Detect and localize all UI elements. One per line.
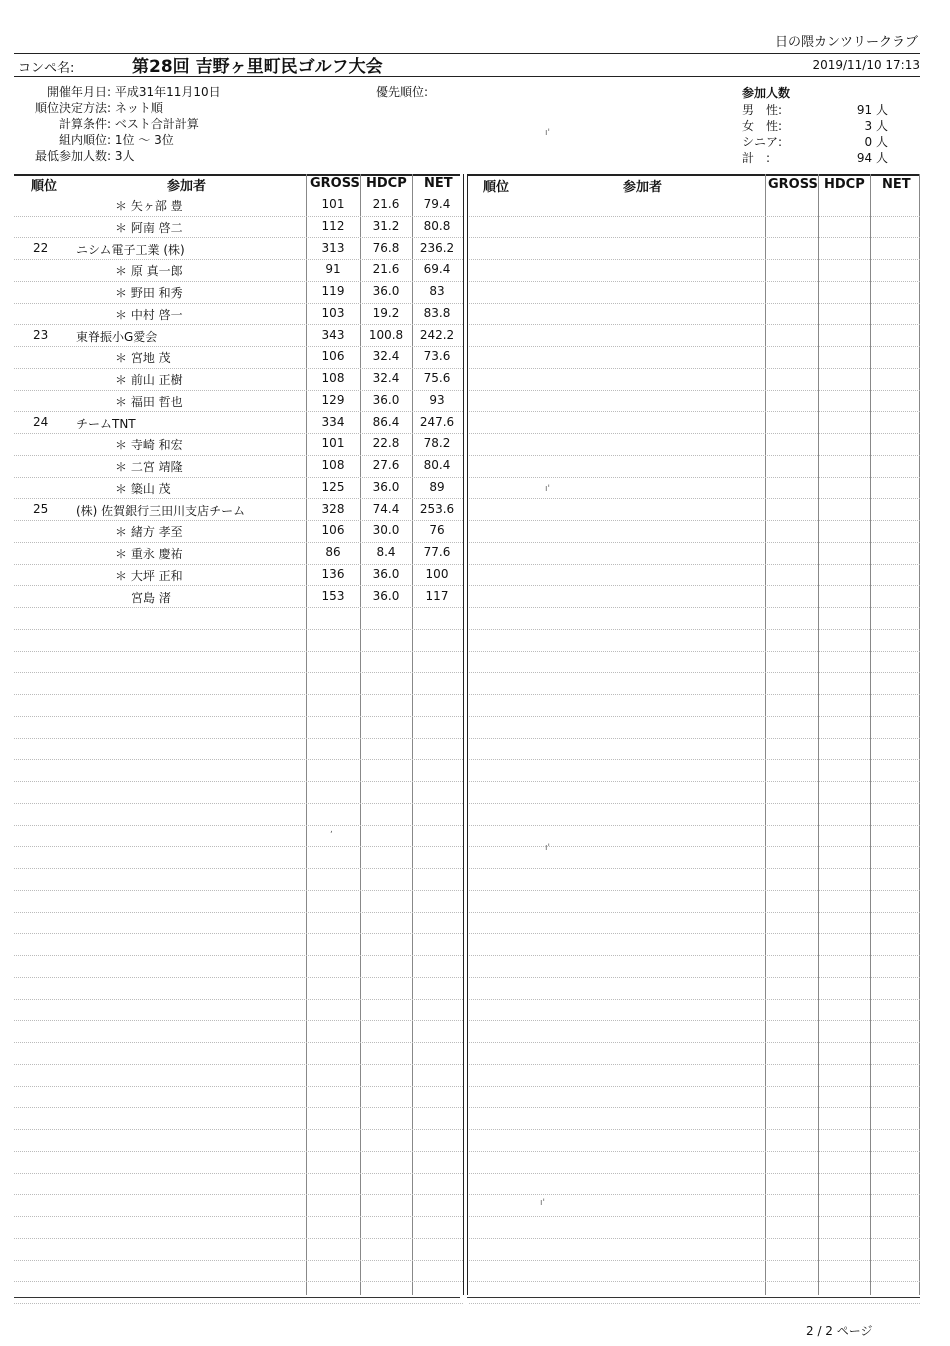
table-row — [14, 977, 463, 1000]
table-row — [469, 1021, 920, 1044]
cell-net: 73.6 — [423, 349, 451, 364]
table-row — [14, 1282, 463, 1305]
cell-net: 83 — [429, 284, 445, 298]
table-row — [469, 716, 920, 739]
cell-hdcp: 76.8 — [372, 240, 400, 255]
table-row — [14, 455, 463, 478]
cell-gross: 328 — [321, 501, 345, 516]
table-row — [469, 325, 920, 348]
table-row — [469, 303, 920, 326]
table-row — [14, 303, 463, 326]
cell-gross: 313 — [321, 240, 345, 255]
cell-player: ＊ 阿南 啓二 — [115, 220, 183, 235]
cell-rank: 22 — [33, 240, 49, 255]
table-row — [469, 868, 920, 891]
right-header-gross: GROSS — [768, 177, 818, 192]
table-row — [469, 651, 920, 674]
table-row — [14, 412, 463, 435]
cell-hdcp: 36.0 — [372, 392, 400, 407]
cell-player: ＊ 緒方 孝至 — [115, 525, 183, 540]
table-row — [14, 433, 463, 456]
cell-hdcp: 32.4 — [372, 371, 400, 385]
scan-mark: , — [330, 825, 333, 835]
table-row — [469, 216, 920, 239]
cell-gross: 108 — [321, 458, 345, 472]
cell-hdcp: 36.0 — [372, 284, 400, 298]
table-row — [14, 825, 463, 848]
cell-gross: 106 — [321, 523, 345, 538]
cell-net: 76 — [429, 523, 445, 538]
page-number: 2 / 2 ページ — [806, 1324, 873, 1338]
competition-label: コンペ名: — [18, 61, 75, 76]
table-row — [14, 1108, 463, 1131]
cell-net: 100 — [425, 566, 449, 581]
cell-player: ＊ 宮地 茂 — [115, 351, 171, 366]
table-row — [469, 1216, 920, 1239]
cell-player: チームTNT — [76, 416, 136, 431]
table-row — [469, 760, 920, 783]
cell-hdcp: 31.2 — [372, 218, 400, 233]
cell-net: 80.8 — [423, 218, 451, 233]
table-row — [469, 1064, 920, 1087]
cell-net: 117 — [425, 588, 449, 603]
table-row — [469, 977, 920, 1000]
header-top-rule — [14, 53, 920, 54]
cell-gross: 119 — [321, 284, 345, 298]
cell-net: 75.6 — [423, 371, 451, 385]
left-header-net: NET — [424, 176, 453, 191]
table-row — [14, 912, 463, 935]
table-row — [469, 520, 920, 543]
cell-player: (株) 佐賀銀行三田川支店チーム — [76, 503, 246, 518]
scan-mark: ı' — [540, 1198, 545, 1208]
table-row — [469, 455, 920, 478]
right-header-rank: 順位 — [483, 180, 510, 195]
table-row — [14, 934, 463, 957]
cell-net: 83.8 — [423, 305, 451, 320]
cell-net: 89 — [429, 479, 445, 494]
table-row — [469, 281, 920, 304]
table-row — [14, 1216, 463, 1239]
table-row — [469, 390, 920, 413]
table-row — [469, 803, 920, 826]
scan-mark: ı' — [545, 484, 550, 494]
table-row — [469, 346, 920, 369]
table-row — [469, 238, 920, 261]
table-row — [469, 1173, 920, 1196]
table-row — [14, 1021, 463, 1044]
table-row — [14, 281, 463, 304]
count-total: 計 : 94 人 — [742, 151, 888, 165]
count-female: 女 性: 3 人 — [742, 119, 888, 133]
priority-label: 優先順位: — [376, 85, 429, 99]
table-row — [469, 412, 920, 435]
table-row — [14, 760, 463, 783]
scan-mark: ı' — [545, 128, 550, 138]
club-name: 日の隈カンツリークラブ — [774, 35, 918, 50]
table-row — [14, 390, 463, 413]
table-row — [469, 912, 920, 935]
table-row — [14, 1086, 463, 1109]
table-row — [14, 346, 463, 369]
table-row — [469, 738, 920, 761]
table-row — [469, 499, 920, 522]
cell-gross: 112 — [321, 218, 345, 233]
table-row — [469, 368, 920, 391]
table-row — [14, 238, 463, 261]
cell-player: ＊ 野田 和秀 — [115, 286, 183, 300]
table-row — [469, 1108, 920, 1131]
table-row — [469, 1151, 920, 1174]
cell-hdcp: 100.8 — [368, 327, 404, 342]
cell-player: ニシム電子工業 (株) — [76, 242, 185, 257]
table-row — [469, 1086, 920, 1109]
table-row — [14, 1260, 463, 1283]
cell-player: ＊ 二宮 靖隆 — [115, 460, 183, 474]
table-row — [14, 1129, 463, 1152]
cell-gross: 106 — [321, 349, 345, 364]
table-row — [14, 847, 463, 870]
table-row — [469, 934, 920, 957]
table-row — [14, 738, 463, 761]
cell-hdcp: 74.4 — [372, 501, 400, 516]
table-row — [14, 499, 463, 522]
cell-player: ＊ 寺崎 和宏 — [115, 438, 183, 453]
participants-title: 参加人数 — [742, 86, 791, 100]
right-header-hdcp: HDCP — [824, 177, 865, 192]
cell-player: ＊ 福田 哲也 — [115, 394, 183, 409]
info-group-rank: 組内順位: 1位 ～ 3位 — [58, 133, 174, 147]
table-row — [469, 781, 920, 804]
competition-title: 第28回 吉野ヶ里町民ゴルフ大会 — [132, 57, 383, 77]
left-header-gross: GROSS — [310, 176, 360, 191]
table-row — [14, 999, 463, 1022]
cell-net: 236.2 — [419, 240, 455, 255]
cell-hdcp: 19.2 — [372, 305, 400, 320]
cell-gross: 129 — [321, 392, 345, 407]
table-row — [14, 1195, 463, 1218]
scan-mark: ı' — [545, 843, 550, 853]
table-row — [469, 1195, 920, 1218]
right-header-net: NET — [882, 177, 911, 192]
table-row — [14, 694, 463, 717]
cell-net: 78.2 — [423, 436, 451, 451]
panel-divider-b — [467, 174, 468, 1295]
info-rank-method: 順位決定方法: ネット順 — [34, 101, 163, 115]
table-row — [469, 194, 920, 217]
table-row — [14, 477, 463, 500]
cell-player: ＊ 前山 正樹 — [115, 373, 183, 387]
cell-player: ＊ 中村 啓一 — [115, 307, 183, 322]
table-row — [14, 955, 463, 978]
cell-player: ＊ 原 真一郎 — [115, 264, 183, 279]
table-row — [14, 520, 463, 543]
cell-gross: 136 — [321, 566, 345, 581]
cell-net: 69.4 — [423, 262, 451, 277]
cell-gross: 91 — [325, 262, 341, 277]
cell-net: 253.6 — [419, 501, 455, 516]
cell-hdcp: 36.0 — [372, 479, 400, 494]
table-row — [14, 868, 463, 891]
cell-hdcp: 8.4 — [376, 545, 396, 559]
table-row — [469, 999, 920, 1022]
table-row — [469, 955, 920, 978]
cell-gross: 86 — [325, 545, 341, 559]
cell-gross: 103 — [321, 305, 345, 320]
panel-divider-a — [463, 174, 464, 1295]
cell-gross: 101 — [321, 436, 345, 451]
left-header-player: 参加者 — [167, 179, 207, 194]
table-row — [469, 890, 920, 913]
cell-net: 93 — [429, 392, 445, 407]
table-row — [14, 1151, 463, 1174]
right-header-player: 参加者 — [623, 180, 663, 195]
info-date: 開催年月日: 平成31年11月10日 — [46, 85, 221, 99]
table-row — [14, 586, 463, 609]
cell-rank: 24 — [33, 414, 49, 429]
cell-player: ＊ 矢ヶ部 豊 — [115, 199, 183, 213]
table-row — [469, 1042, 920, 1065]
cell-hdcp: 36.0 — [372, 566, 400, 581]
cell-hdcp: 36.0 — [372, 588, 400, 603]
cell-gross: 108 — [321, 371, 345, 385]
cell-hdcp: 21.6 — [372, 262, 400, 277]
cell-hdcp: 86.4 — [372, 414, 400, 429]
info-calc: 計算条件: ベスト合計計算 — [58, 117, 199, 131]
table-row — [469, 1282, 920, 1305]
table-row — [469, 673, 920, 696]
table-row — [14, 194, 463, 217]
cell-player: ＊ 簗山 茂 — [115, 481, 171, 496]
cell-gross: 334 — [321, 414, 345, 429]
cell-player: ＊ 大坪 正和 — [115, 568, 183, 583]
table-row — [14, 629, 463, 652]
table-row — [14, 781, 463, 804]
table-row — [14, 368, 463, 391]
table-row — [469, 607, 920, 630]
table-row — [14, 259, 463, 282]
cell-player: ＊ 重永 慶祐 — [115, 547, 183, 561]
table-row — [14, 673, 463, 696]
table-row — [14, 1173, 463, 1196]
table-row — [14, 216, 463, 239]
cell-net: 77.6 — [423, 545, 451, 559]
table-row — [14, 325, 463, 348]
left-header-rank: 順位 — [31, 179, 58, 194]
count-male: 男 性: 91 人 — [742, 103, 888, 117]
table-row — [14, 651, 463, 674]
table-row — [469, 1238, 920, 1261]
table-row — [469, 694, 920, 717]
table-row — [469, 825, 920, 848]
table-row — [14, 890, 463, 913]
cell-gross: 153 — [321, 588, 345, 603]
cell-net: 80.4 — [423, 458, 451, 472]
table-row — [469, 1129, 920, 1152]
cell-hdcp: 30.0 — [372, 523, 400, 538]
table-row — [14, 564, 463, 587]
table-row — [469, 629, 920, 652]
table-row — [14, 1238, 463, 1261]
table-row — [469, 1260, 920, 1283]
header-bottom-rule — [14, 76, 920, 77]
table-row — [469, 847, 920, 870]
table-row — [469, 586, 920, 609]
cell-gross: 125 — [321, 479, 345, 494]
table-row — [469, 433, 920, 456]
cell-hdcp: 22.8 — [372, 436, 400, 451]
table-row — [14, 803, 463, 826]
table-row — [469, 564, 920, 587]
cell-rank: 23 — [33, 327, 49, 342]
printed-timestamp: 2019/11/10 17:13 — [812, 58, 920, 72]
table-row — [14, 1042, 463, 1065]
cell-hdcp: 32.4 — [372, 349, 400, 364]
info-min-participants: 最低参加人数: 3人 — [34, 149, 135, 163]
table-row — [14, 542, 463, 565]
cell-net: 79.4 — [423, 197, 451, 211]
table-row — [14, 1064, 463, 1087]
table-row — [14, 716, 463, 739]
cell-gross: 343 — [321, 327, 345, 342]
cell-net: 242.2 — [419, 327, 455, 342]
cell-net: 247.6 — [419, 414, 455, 429]
table-row — [469, 542, 920, 565]
cell-player: 東脊振小G愛会 — [76, 329, 158, 344]
cell-rank: 25 — [33, 501, 49, 516]
cell-hdcp: 21.6 — [372, 197, 400, 211]
table-row — [469, 477, 920, 500]
left-header-hdcp: HDCP — [366, 176, 407, 191]
cell-hdcp: 27.6 — [372, 458, 400, 472]
table-row — [14, 607, 463, 630]
cell-player: 宮島 渚 — [131, 590, 171, 605]
count-senior: シニア: 0 人 — [742, 135, 888, 149]
cell-gross: 101 — [321, 197, 345, 211]
table-row — [469, 259, 920, 282]
